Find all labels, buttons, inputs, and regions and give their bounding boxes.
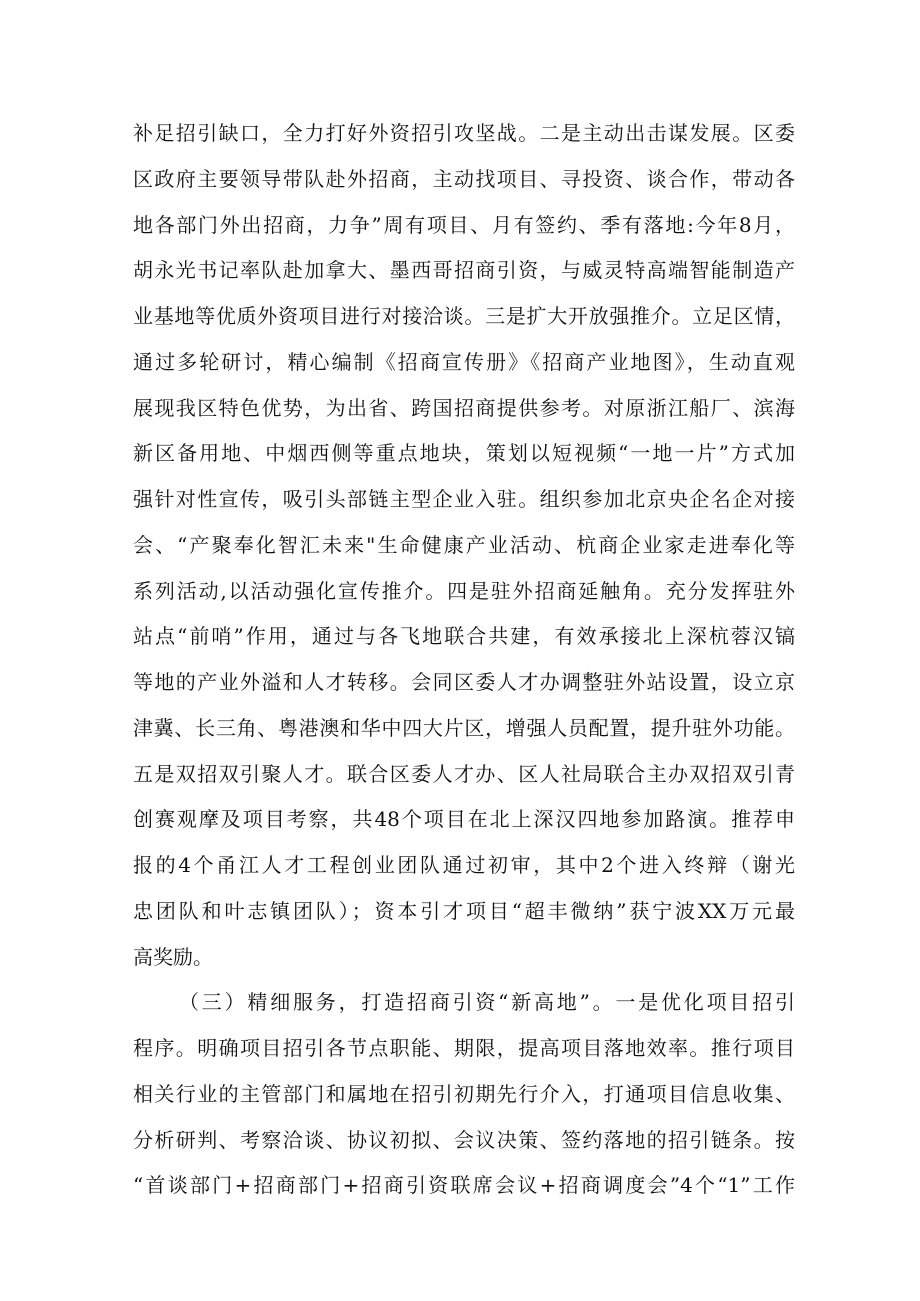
text-line: 等地的产业外溢和人才转移。会同区委人才办调整驻外站设置，设立京 bbox=[133, 670, 795, 694]
text-line: 系列活动,以活动强化宣传推介。四是驻外招商延触角。充分发挥驻外 bbox=[133, 578, 795, 603]
body-text bbox=[133, 111, 795, 1209]
text-line: 展现我区特色优势，为出省、跨国招商提供参考。对原浙江船厂、滨海 bbox=[133, 395, 795, 420]
section-heading-line: （三）精细服务，打造招商引资“新高地”。一是优化项目招引 bbox=[179, 990, 795, 1015]
paragraph bbox=[133, 980, 795, 1209]
text-line: 会、“产聚奉化智汇未来"生命健康产业活动、杭商企业家走进奉化等 bbox=[133, 532, 795, 557]
text-line: 站点“前哨”作用，通过与各飞地联合共建，有效承接北上深杭蓉汉镐 bbox=[133, 624, 795, 649]
text-line: 分析研判、考察洽谈、协议初拟、会议决策、签约落地的招引链条。按 bbox=[133, 1127, 795, 1152]
text-line: 创赛观摩及项目考察，共48个项目在北上深汉四地参加路演。推荐申 bbox=[133, 807, 795, 832]
text-line: 业基地等优质外资项目进行对接洽谈。三是扩大开放强推介。立足区情， bbox=[133, 304, 795, 328]
text-line: 补足招引缺口，全力打好外资招引攻坚战。二是主动出击谋发展。区委 bbox=[133, 121, 795, 145]
text-line: “首谈部门+招商部门+招商引资联席会议+招商调度会”4个“1”工作 bbox=[133, 1173, 795, 1198]
text-line: 程序。明确项目招引各节点职能、期限，提高项目落地效率。推行项目 bbox=[133, 1036, 795, 1060]
text-line: 忠团队和叶志镇团队）；资本引才项目“超丰微纳”获宁波XX万元最 bbox=[133, 898, 795, 923]
text-line: 区政府主要领导带队赴外招商，主动找项目、寻投资、谈合作，带动各 bbox=[133, 166, 795, 191]
text-line: 胡永光书记率队赴加拿大、墨西哥招商引资，与威灵特高端智能制造产 bbox=[133, 258, 795, 283]
text-line: 津冀、长三角、粤港澳和华中四大片区，增强人员配置，提升驻外功能。 bbox=[133, 715, 795, 740]
paragraph bbox=[133, 111, 795, 980]
text-line: 通过多轮研讨，精心编制《招商宣传册》《招商产业地图》，生动直观 bbox=[133, 349, 795, 374]
text-line: 新区备用地、中烟西侧等重点地块，策划以短视频“一地一片”方式加 bbox=[133, 441, 795, 466]
text-line: 地各部门外出招商，力争”周有项目、月有签约、季有落地:今年8月， bbox=[133, 212, 795, 237]
text-line: 报的4个甬江人才工程创业团队通过初审，其中2个进入终辩（谢光 bbox=[133, 853, 795, 877]
text-line: 相关行业的主管部门和属地在招引初期先行介入，打通项目信息收集、 bbox=[133, 1081, 795, 1106]
text-line: 五是双招双引聚人才。联合区委人才办、区人社局联合主办双招双引青 bbox=[133, 761, 795, 786]
text-line: 高奖励。 bbox=[133, 944, 213, 969]
text-line: 强针对性宣传，吸引头部链主型企业入驻。组织参加北京央企名企对接 bbox=[133, 487, 795, 511]
